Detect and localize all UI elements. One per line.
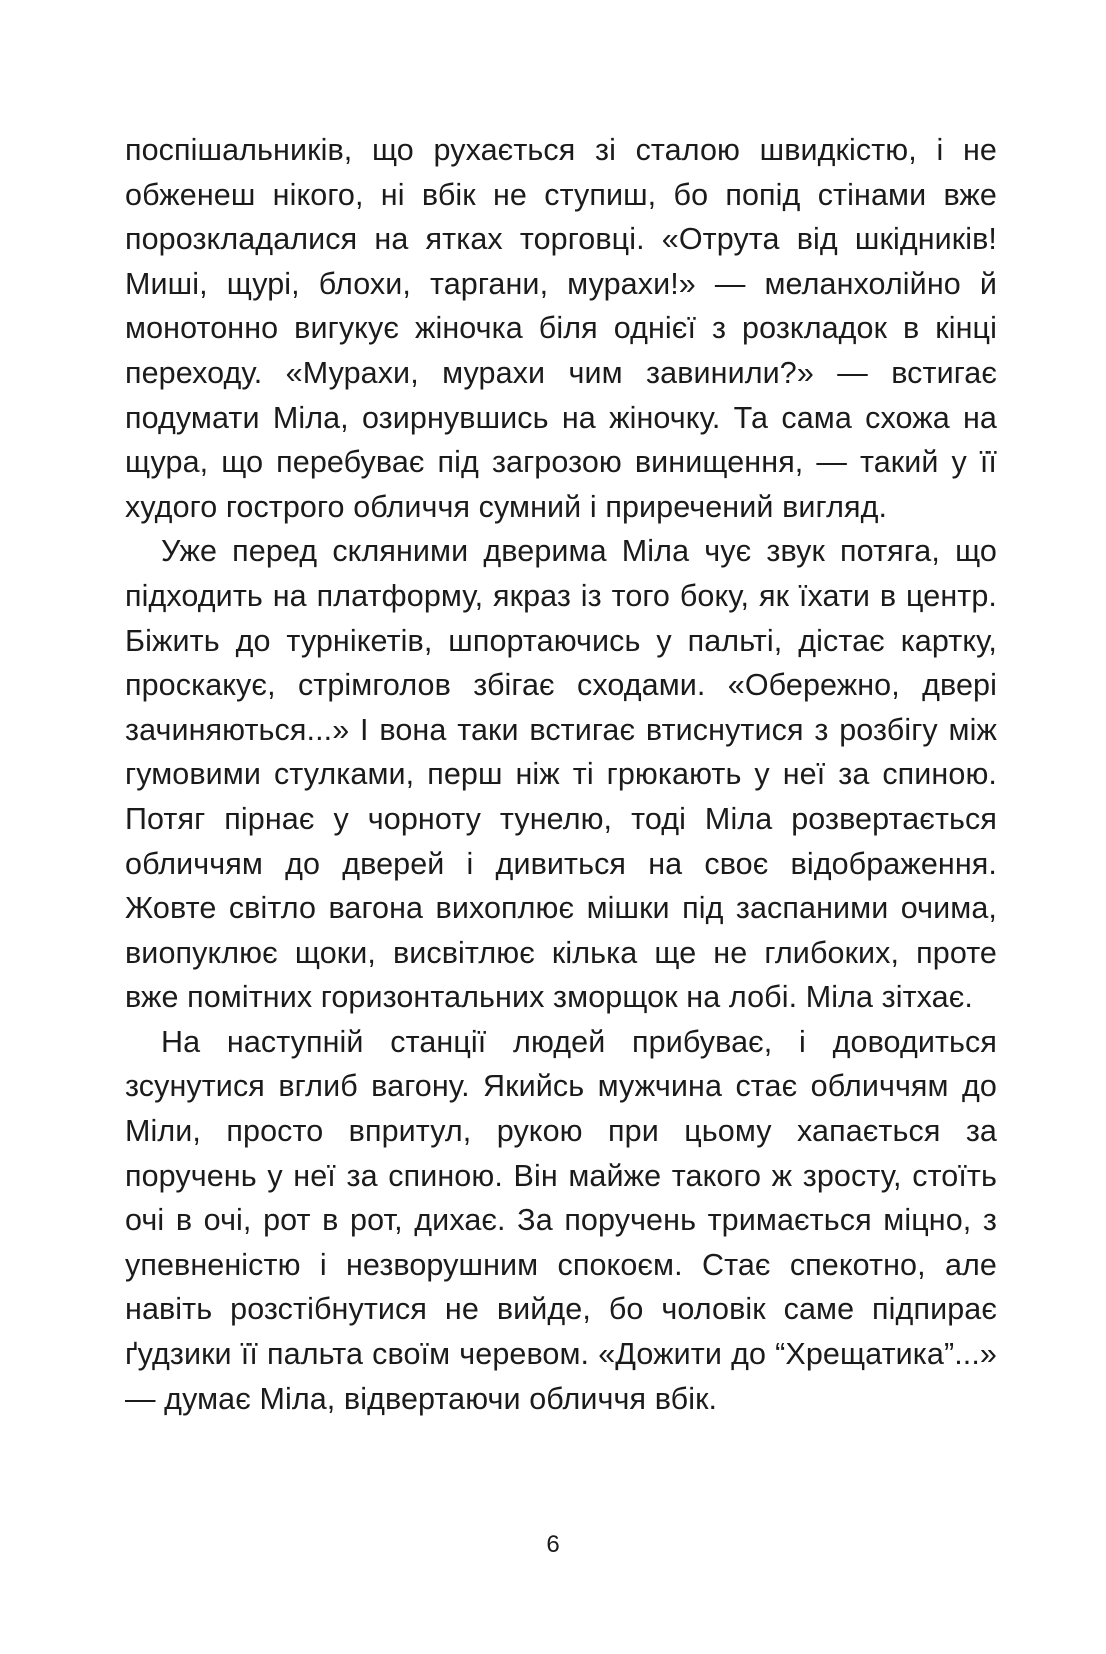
page-number: 6 — [546, 1531, 560, 1558]
paragraph-next-station: На наступній станції людей прибуває, і доводиться зсунутися вглиб вагону. Якийсь мужчина стає обличчям до Міли, просто впритул, рукою при цьому хапається за поручень у неї за спиною. Він майже такого ж зросту, стоїть очі в очі, рот в рот, дихає. За поручень тримається міцно, з упевненістю і незворушним спокоєм. Стає спекотно, але навіть розстібнутися не вийде, бо чоловік саме підпирає ґудзики її пальта своїм черевом. «Дожити до “Хрещатика”...» — думає Міла, відвертаючи обличчя вбік. — [125, 1024, 997, 1416]
paragraph-continuation: поспішальників, що рухається зі сталою швидкістю, і не обженеш нікого, ні вбік не ступиш, бо попід стінами вже порозкладалися на ятках торговці. «Отрута від шкідників! Миші, щурі, блохи, таргани, мурахи!» — меланхолійно й монотонно вигукує жіночка біля однієї з розкладок в кінці переходу. «Мурахи, мурахи чим завинили?» — встигає подумати Міла, озирнувшись на жіночку. Та сама схожа на щура, що перебуває під загрозою винищення, — такий у її худого гострого обличчя сумний і приречений вигляд. — [125, 133, 997, 524]
paragraph-platform: Уже перед скляними дверима Міла чує звук потяга, що підходить на платформу, якраз із того боку, як їхати в центр. Біжить до турнікетів, шпортаючись у пальті, дістає картку, проскакує, стрімголов збігає сходами. «Обережно, двері зачиняються...» І вона таки встигає втиснутися з розбігу між гумовими стулками, перш ніж ті грюкають у неї за спиною. Потяг пірнає у чорноту тунелю, тоді Міла розвертається обличчям до дверей і дивиться на своє відображення. Жовте світло вагона вихоплює мішки під заспаними очима, виопуклює щоки, висвітлює кілька ще не глибоких, проте вже помітних горизонтальних зморщок на лобі. Міла зітхає. — [125, 534, 997, 1015]
body-text — [125, 128, 997, 1421]
